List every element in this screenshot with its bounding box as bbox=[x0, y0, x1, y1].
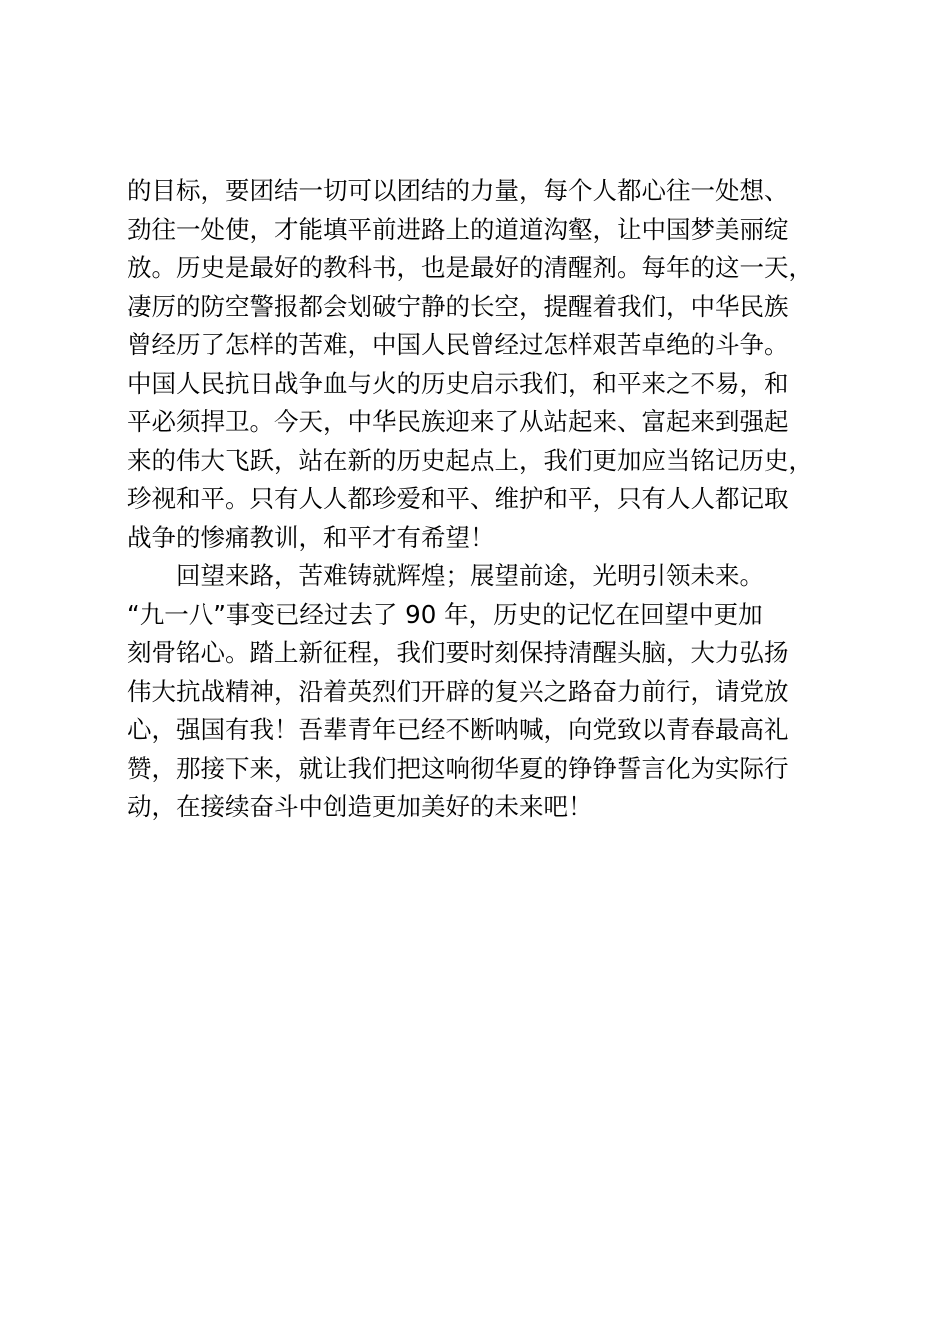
text-line: 伟大抗战精神，沿着英烈们开辟的复兴之路奋力前行，请党放 bbox=[127, 676, 789, 706]
text-line: 赞，那接下来，就让我们把这响彻华夏的铮铮誓言化为实际行 bbox=[127, 753, 789, 783]
text-line: 平必须捍卫。今天，中华民族迎来了从站起来、富起来到强起 bbox=[127, 407, 789, 436]
text-line: 回望来路，苦难铸就辉煌；展望前途，光明引领未来。 bbox=[127, 561, 764, 590]
text-line: 中国人民抗日战争血与火的历史启示我们，和平来之不易，和 bbox=[127, 368, 789, 398]
text-line: “九一八”事变已经过去了 90 年，历史的记忆在回望中更加 bbox=[127, 599, 763, 629]
text-line: 战争的惨痛教训，和平才有希望！ bbox=[127, 522, 495, 552]
body-text bbox=[127, 172, 867, 827]
text-line: 放。历史是最好的教科书，也是最好的清醒剂。每年的这一天， bbox=[127, 253, 813, 282]
text-line: 动，在接续奋斗中创造更加美好的未来吧！ bbox=[127, 792, 593, 821]
text-line: 的目标，要团结一切可以团结的力量，每个人都心往一处想、 bbox=[127, 176, 789, 205]
text-line: 凄厉的防空警报都会划破宁静的长空，提醒着我们，中华民族 bbox=[127, 291, 789, 321]
text-line: 珍视和平。只有人人都珍爱和平、维护和平，只有人人都记取 bbox=[127, 484, 789, 513]
text-line: 来的伟大飞跃，站在新的历史起点上，我们更加应当铭记历史， bbox=[127, 445, 813, 475]
text-line: 劲往一处使，才能填平前进路上的道道沟壑，让中国梦美丽绽 bbox=[127, 214, 789, 244]
text-line: 心，强国有我！吾辈青年已经不断呐喊，向党致以青春最高礼 bbox=[127, 715, 789, 744]
text-line: 曾经历了怎样的苦难，中国人民曾经过怎样艰苦卓绝的斗争。 bbox=[127, 330, 789, 359]
text-line: 刻骨铭心。踏上新征程，我们要时刻保持清醒头脑，大力弘扬 bbox=[127, 638, 789, 667]
